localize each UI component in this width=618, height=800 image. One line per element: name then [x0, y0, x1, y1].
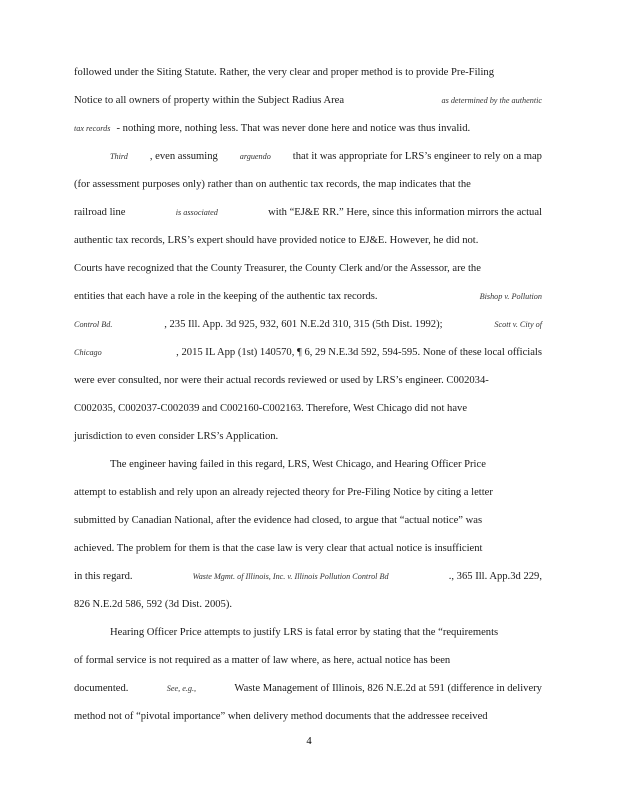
- body-text: authentic tax records, LRS’s expert should have provided notice to EJ&E. However, he did not.: [74, 235, 479, 246]
- body-text: with “EJ&E RR.” Here, since this information mirrors the actual: [268, 207, 542, 218]
- text-line: [74, 234, 542, 248]
- body-text: Waste Management of Illinois, 826 N.E.2d at 591 (difference in delivery: [234, 683, 542, 694]
- citation-text: Bishop v. Pollution: [479, 292, 542, 301]
- citation-text: tax records: [74, 124, 111, 133]
- text-line: [110, 458, 542, 472]
- body-text: - nothing more, nothing less. That was never done here and notice was thus invalid.: [116, 123, 471, 134]
- body-text: were ever consulted, nor were their actual records reviewed or used by LRS’s engineer. C002034-: [74, 375, 489, 386]
- body-text: ., 365 Ill. App.3d 229,: [448, 571, 542, 582]
- body-text: Courts have recognized that the County Treasurer, the County Clerk and/or the Assessor, are the: [74, 263, 481, 274]
- text-line: [74, 94, 542, 108]
- body-text: entities that each have a role in the keeping of the authentic tax records.: [74, 291, 378, 302]
- body-text: (for assessment purposes only) rather than on authentic tax records, the map indicates that the: [74, 179, 471, 190]
- text-line: [74, 346, 542, 360]
- body-text: Hearing Officer Price attempts to justify LRS is fatal error by stating that the “requirements: [110, 627, 499, 638]
- text-line: [74, 262, 542, 276]
- citation-text: Scott v. City of: [494, 320, 542, 329]
- text-line: [74, 122, 542, 136]
- body-text: attempt to establish and rely upon an already rejected theory for Pre-Filing Notice by citing a letter: [74, 487, 493, 498]
- body-text: that it was appropriate for LRS’s engineer to rely on a map: [292, 151, 542, 162]
- text-line: [74, 374, 542, 388]
- body-text: followed under the Siting Statute. Rather, the very clear and proper method is to provide Pre-Filing: [74, 67, 494, 78]
- text-line: [74, 290, 542, 304]
- page-number: 4: [306, 736, 312, 747]
- text-line: [74, 542, 542, 556]
- body-text: The engineer having failed in this regard, LRS, West Chicago, and Hearing Officer Price: [110, 459, 486, 470]
- text-line: [74, 206, 542, 220]
- text-line: [74, 486, 542, 500]
- text-line: [74, 178, 542, 192]
- body-text: 826 N.E.2d 586, 592 (3d Dist. 2005).: [74, 599, 233, 610]
- text-line: [74, 598, 542, 612]
- text-line: [74, 402, 542, 416]
- text-line: [110, 626, 542, 640]
- citation-text: is associated: [175, 208, 218, 217]
- citation-text: Waste Mgmt. of Illinois, Inc. v. Illinois Pollution Control Bd: [192, 572, 389, 581]
- body-text: , 235 Ill. App. 3d 925, 932, 601 N.E.2d 310, 315 (5th Dist. 1992);: [164, 319, 443, 330]
- body-text: method not of “pivotal importance” when delivery method documents that the addressee received: [74, 711, 488, 722]
- text-line: [110, 150, 542, 164]
- text-line: [74, 318, 542, 332]
- body-text: jurisdiction to even consider LRS’s Application.: [74, 431, 279, 442]
- text-line: [74, 682, 542, 696]
- text-line: [74, 514, 542, 528]
- body-text: in this regard.: [74, 571, 133, 582]
- text-line: [74, 66, 542, 80]
- text-line: [74, 654, 542, 668]
- citation-text: as determined by the authentic: [441, 96, 542, 105]
- body-text: of formal service is not required as a matter of law where, as here, actual notice has been: [74, 655, 451, 666]
- body-text: C002035, C002037-C002039 and C002160-C002163. Therefore, West Chicago did not have: [74, 403, 468, 414]
- body-text: Notice to all owners of property within the Subject Radius Area: [74, 95, 345, 106]
- citation-text: Third: [110, 152, 128, 161]
- text-line: [74, 570, 542, 584]
- body-text: documented.: [74, 683, 129, 694]
- body-text: , 2015 IL App (1st) 140570, ¶ 6, 29 N.E.3d 592, 594-595. None of these local officials: [176, 347, 542, 358]
- body-text: railroad line: [74, 207, 126, 218]
- citation-text: Control Bd.: [74, 320, 113, 329]
- body-text: , even assuming: [149, 151, 218, 162]
- text-line: [74, 430, 542, 444]
- body-text: achieved. The problem for them is that the case law is very clear that actual notice is insufficient: [74, 543, 483, 554]
- body-text: submitted by Canadian National, after the evidence had closed, to argue that “actual notice” was: [74, 515, 483, 526]
- citation-text: Chicago: [74, 348, 102, 357]
- citation-text: See, e.g.,: [166, 684, 197, 693]
- citation-text: arguendo: [239, 152, 271, 161]
- text-line: [74, 710, 542, 724]
